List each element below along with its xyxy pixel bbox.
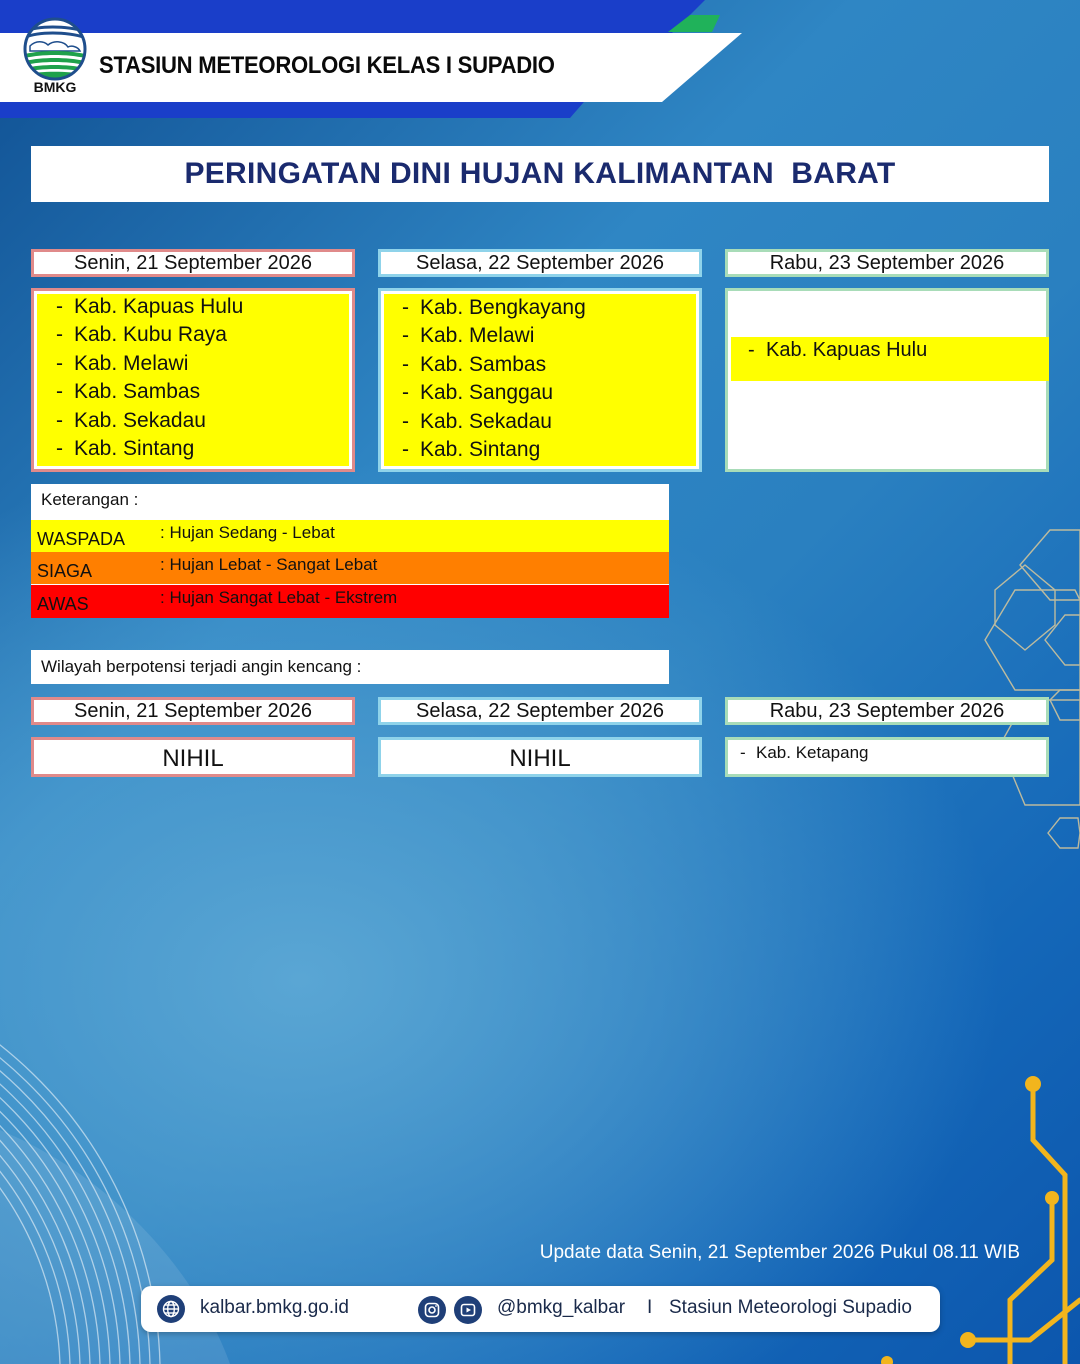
list-item: - Kab. Bengkayang — [402, 296, 586, 319]
legend-awas — [31, 585, 669, 618]
youtube-icon[interactable] — [454, 1296, 482, 1324]
list-item: - Kab. Melawi — [402, 324, 535, 347]
legend-title: Keterangan : — [41, 490, 139, 509]
rain-day-header-2: Selasa, 22 September 2026 — [378, 249, 702, 277]
legend-level-name: AWAS — [37, 594, 89, 614]
update-timestamp: Update data Senin, 21 September 2026 Pukul 08.11 WIB — [539, 1242, 1020, 1263]
wind-day-header-2: Selasa, 22 September 2026 — [378, 697, 702, 725]
list-item: - Kab. Sintang — [56, 437, 195, 460]
footer-separator: I — [647, 1297, 653, 1318]
rain-list-day-3 — [725, 288, 1049, 472]
social-handle[interactable]: @bmkg_kalbar — [497, 1297, 626, 1318]
logo-text: BMKG — [33, 79, 77, 95]
wind-day-header-3: Rabu, 23 September 2026 — [725, 697, 1049, 725]
station-name: STASIUN METEOROLOGI KELAS I SUPADIO — [99, 52, 555, 79]
list-item: - Kab. Sambas — [56, 380, 201, 403]
instagram-icon[interactable] — [418, 1296, 446, 1324]
title-banner — [31, 146, 1049, 202]
rain-list-day-1 — [31, 288, 355, 472]
list-item: - Kab. Melawi — [56, 352, 189, 375]
list-item: - Kab. Sekadau — [56, 409, 206, 432]
wind-label: Wilayah berpotensi terjadi angin kencang : — [41, 657, 362, 676]
legend-level-name: WASPADA — [37, 529, 126, 549]
website-link[interactable]: kalbar.bmkg.go.id — [200, 1297, 349, 1318]
globe-icon — [157, 1295, 185, 1323]
legend-siaga — [31, 552, 669, 584]
legend-level-name: SIAGA — [37, 561, 93, 581]
list-item: - Kab. Ketapang — [740, 743, 869, 762]
legend-level-desc: : Hujan Lebat - Sangat Lebat — [160, 555, 378, 574]
rain-list-day-2 — [378, 288, 702, 472]
page-title: PERINGATAN DINI HUJAN KALIMANTAN BARAT — [184, 157, 896, 190]
list-item: - Kab. Sekadau — [402, 410, 552, 433]
wind-label-box — [31, 650, 669, 684]
list-item: - Kab. Sambas — [402, 353, 547, 376]
wind-box-day-3 — [725, 737, 1049, 777]
list-item: - Kab. Kapuas Hulu — [748, 339, 928, 361]
list-item: - Kab. Sanggau — [402, 381, 554, 404]
wind-box-day-2 — [378, 737, 702, 777]
list-item: - Kab. Kapuas Hulu — [56, 295, 244, 318]
wind-day-header-1: Senin, 21 September 2026 — [31, 697, 355, 725]
rain-day-header-3: Rabu, 23 September 2026 — [725, 249, 1049, 277]
wind-value: NIHIL — [509, 745, 571, 772]
legend — [31, 484, 669, 618]
footer-bar — [141, 1286, 940, 1332]
wind-value: NIHIL — [162, 745, 224, 772]
rain-day-header-1: Senin, 21 September 2026 — [31, 249, 355, 277]
list-item: - Kab. Kubu Raya — [56, 323, 227, 346]
legend-level-desc: : Hujan Sedang - Lebat — [160, 523, 335, 542]
wind-box-day-1 — [31, 737, 355, 777]
footer-station-name: Stasiun Meteorologi Supadio — [669, 1297, 912, 1318]
hexagon-pattern — [985, 530, 1080, 848]
list-item: - Kab. Sintang — [402, 438, 541, 461]
legend-level-desc: : Hujan Sangat Lebat - Ekstrem — [160, 588, 398, 607]
legend-waspada — [31, 520, 669, 552]
